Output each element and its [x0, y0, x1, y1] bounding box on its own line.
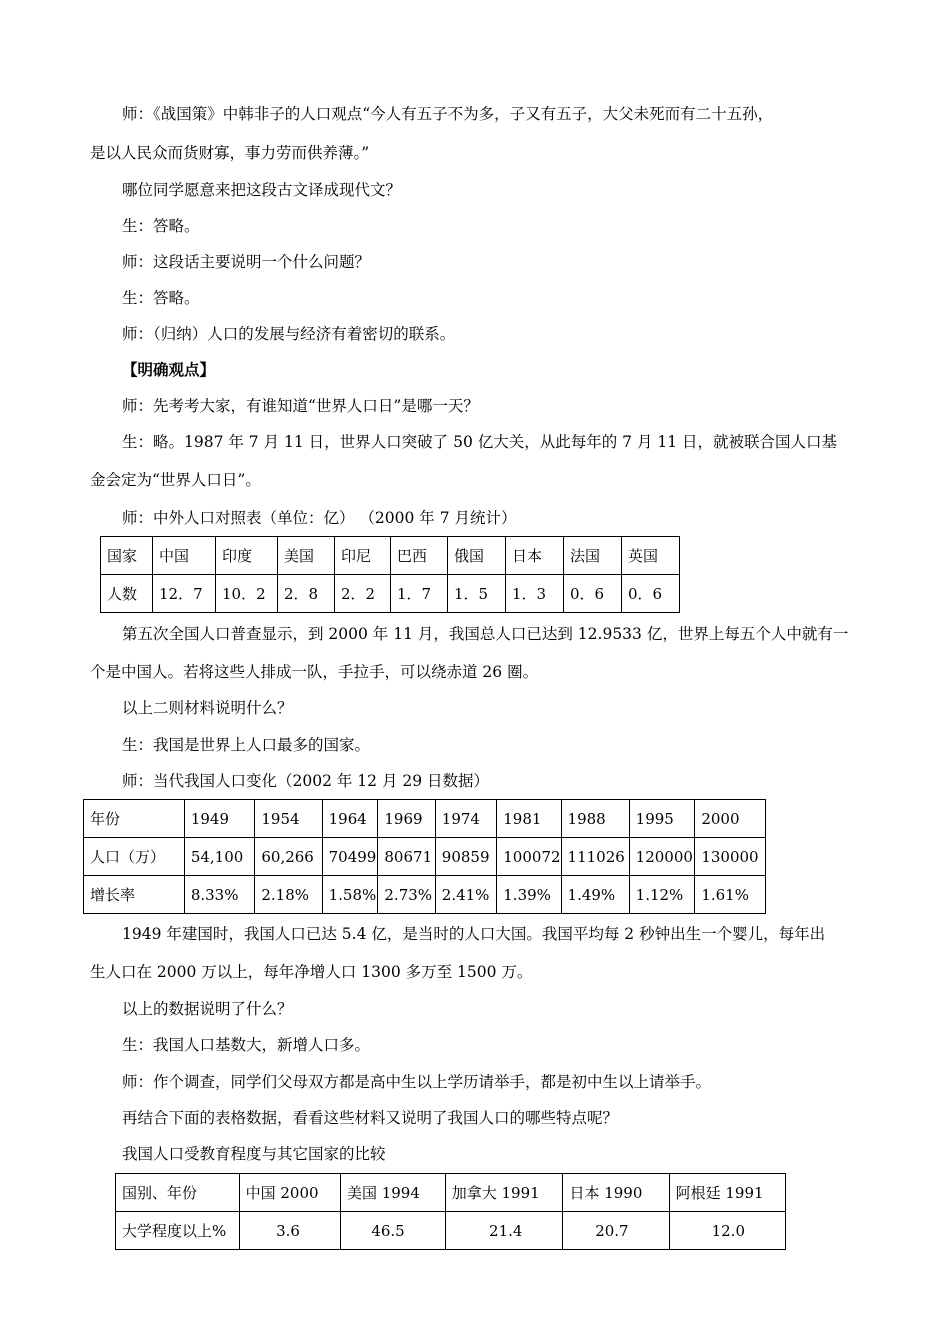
table-cell: 21.4 — [445, 1212, 563, 1250]
row-header-cell: 人数 — [101, 575, 153, 613]
row-header-cell: 大学程度以上% — [116, 1212, 240, 1250]
table-cell: 100072 — [497, 838, 561, 876]
table-cell: 8.33% — [184, 876, 255, 914]
paragraph-line: 第五次全国人口普查显示，到 2000 年 11 月，我国总人口已达到 12.9533 亿，世界上每五个人中就有一 — [122, 625, 849, 643]
table-cell: 90859 — [435, 838, 496, 876]
table-cell: 10．2 — [216, 575, 278, 613]
table-cell: 2．8 — [278, 575, 335, 613]
table-cell: 130000 — [695, 838, 766, 876]
table-cell: 印度 — [216, 537, 278, 575]
table-cell: 20.7 — [563, 1212, 669, 1250]
table-cell: 1988 — [561, 800, 629, 838]
paragraph-line: 师：中外人口对照表（单位：亿） （2000 年 7 月统计） — [122, 509, 517, 527]
paragraph-line: 以上的数据说明了什么？ — [122, 1000, 293, 1018]
table-cell: 1.39% — [497, 876, 561, 914]
table-cell: 0．6 — [622, 575, 680, 613]
table-cell: 1．7 — [391, 575, 448, 613]
table-cell: 印尼 — [335, 537, 391, 575]
table-cell: 46.5 — [340, 1212, 445, 1250]
table-cell: 2.73% — [378, 876, 435, 914]
table-cell: 阿根廷 1991 — [669, 1174, 785, 1212]
table-cell: 60,266 — [255, 838, 322, 876]
table-cell: 1981 — [497, 800, 561, 838]
table-cell: 0．6 — [564, 575, 622, 613]
table-cell: 3.6 — [239, 1212, 340, 1250]
table-cell: 中国 2000 — [239, 1174, 340, 1212]
table-row — [84, 800, 766, 838]
table-cell: 英国 — [622, 537, 680, 575]
table-cell: 2．2 — [335, 575, 391, 613]
paragraph-line: 师：《战国策》中韩非子的人口观点“今人有五子不为多，子又有五子，大父未死而有二十五孙， — [122, 105, 774, 123]
table-cell: 巴西 — [391, 537, 448, 575]
table-cell: 1．5 — [448, 575, 506, 613]
education-comparison-table — [115, 1173, 786, 1250]
table-cell: 1.12% — [629, 876, 695, 914]
table-cell: 中国 — [153, 537, 216, 575]
table-cell: 1954 — [255, 800, 322, 838]
table-row — [84, 876, 766, 914]
table-cell: 1.49% — [561, 876, 629, 914]
table-cell: 111026 — [561, 838, 629, 876]
table-cell: 1.61% — [695, 876, 766, 914]
row-header-cell: 年份 — [84, 800, 185, 838]
population-change-table — [83, 799, 766, 914]
paragraph-line: 生：我国是世界上人口最多的国家。 — [122, 736, 371, 754]
paragraph-line: 生人口在 2000 万以上，每年净增人口 1300 多万至 1500 万。 — [90, 963, 533, 981]
paragraph-line: 师：作个调查，同学们父母双方都是高中生以上学历请举手，都是初中生以上请举手。 — [122, 1073, 712, 1091]
section-heading: 【明确观点】 — [122, 361, 216, 379]
table-row — [116, 1174, 786, 1212]
paragraph-line: 1949 年建国时，我国人口已达 5.4 亿，是当时的人口大国。我国平均每 2 秒钟出生一个婴儿，每年出 — [122, 925, 826, 943]
table-cell: 2.41% — [435, 876, 496, 914]
paragraph-line: 生：答略。 — [122, 217, 200, 235]
table-row — [116, 1212, 786, 1250]
table-cell: 54,100 — [184, 838, 255, 876]
table-cell: 1995 — [629, 800, 695, 838]
paragraph-line: 再结合下面的表格数据，看看这些材料又说明了我国人口的哪些特点呢？ — [122, 1109, 619, 1127]
paragraph-line: 是以人民众而货财寡，事力劳而供养薄。” — [90, 144, 370, 162]
row-header-cell: 国家 — [101, 537, 153, 575]
table-cell: 120000 — [629, 838, 695, 876]
table-cell: 1.58% — [322, 876, 378, 914]
paragraph-line: 生：答略。 — [122, 289, 200, 307]
table-cell: 1949 — [184, 800, 255, 838]
table-row — [101, 575, 680, 613]
paragraph-line: 师：这段话主要说明一个什么问题？ — [122, 253, 371, 271]
population-comparison-table — [100, 536, 680, 613]
table-cell: 12．7 — [153, 575, 216, 613]
table-cell: 俄国 — [448, 537, 506, 575]
paragraph-line: 金会定为“世界人口日”。 — [90, 471, 261, 489]
table-cell: 1974 — [435, 800, 496, 838]
table-cell: 加拿大 1991 — [445, 1174, 563, 1212]
row-header-cell: 国别、年份 — [116, 1174, 240, 1212]
paragraph-line: 师：先考考大家，有谁知道“世界人口日”是哪一天？ — [122, 397, 479, 415]
table-cell: 美国 1994 — [340, 1174, 445, 1212]
table-row — [84, 838, 766, 876]
table-row — [101, 537, 680, 575]
table-cell: 70499 — [322, 838, 378, 876]
paragraph-line: 师：（归纳）人口的发展与经济有着密切的联系。 — [122, 325, 456, 343]
paragraph-line: 师：当代我国人口变化（2002 年 12 月 29 日数据） — [122, 772, 490, 790]
table-cell: 80671 — [378, 838, 435, 876]
paragraph-line: 生：略。1987 年 7 月 11 日，世界人口突破了 50 亿大关，从此每年的 7 月 11 日，就被联合国人口基 — [122, 433, 838, 451]
table-cell: 日本 1990 — [563, 1174, 669, 1212]
paragraph-line: 生：我国人口基数大，新增人口多。 — [122, 1036, 371, 1054]
table-cell: 2000 — [695, 800, 766, 838]
table-cell: 1964 — [322, 800, 378, 838]
table-cell: 1．3 — [506, 575, 564, 613]
table-cell: 1969 — [378, 800, 435, 838]
table-cell: 法国 — [564, 537, 622, 575]
table-cell: 2.18% — [255, 876, 322, 914]
paragraph-line: 哪位同学愿意来把这段古文译成现代文？ — [122, 181, 402, 199]
paragraph-line: 我国人口受教育程度与其它国家的比较 — [122, 1145, 386, 1163]
table-cell: 日本 — [506, 537, 564, 575]
row-header-cell: 人口（万） — [84, 838, 185, 876]
paragraph-line: 个是中国人。若将这些人排成一队，手拉手，可以绕赤道 26 圈。 — [90, 663, 539, 681]
paragraph-line: 以上二则材料说明什么？ — [122, 699, 293, 717]
table-cell: 12.0 — [669, 1212, 785, 1250]
table-cell: 美国 — [278, 537, 335, 575]
row-header-cell: 增长率 — [84, 876, 185, 914]
